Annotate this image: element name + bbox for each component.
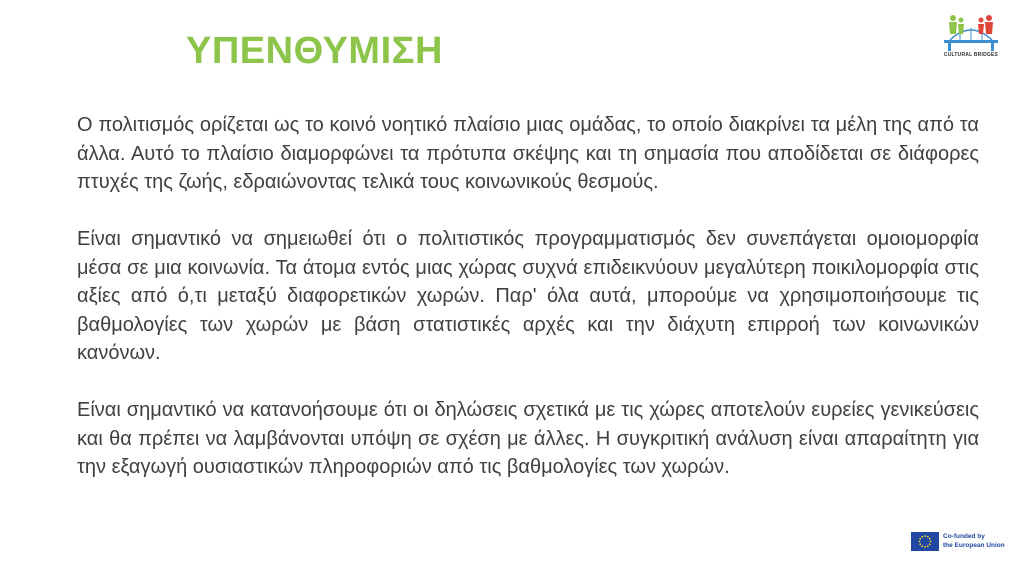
paragraph-3: Είναι σημαντικό να κατανοήσουμε ότι οι δηλώσεις σχετικά με τις χώρες αποτελούν ευρείες γενικεύσεις και θα πρέπει να λαμβάνονται υπόψη σε σχέση με άλλες. Η συγκριτική ανάλυση είναι απαραίτητη για την εξαγωγή ουσιαστικών πληροφοριών από τις βαθμολογίες των χωρών. <box>77 399 979 478</box>
eu-funding-text <box>943 533 1005 550</box>
bridge-people-icon <box>940 12 1002 52</box>
slide-title: ΥΠΕΝΘΥΜΙΣΗ <box>186 30 443 72</box>
eu-funding-line-1: Co-funded by <box>943 533 985 540</box>
cultural-bridges-logo <box>940 12 1002 64</box>
eu-funding-badge <box>911 532 1021 554</box>
eu-flag-icon <box>911 532 939 551</box>
logo-name: CULTURAL BRIDGES <box>943 52 999 58</box>
paragraph-1: Ο πολιτισμός ορίζεται ως το κοινό νοητικό πλαίσιο μιας ομάδας, το οποίο διακρίνει τα μέλη της από τα άλλα. Αυτό το πλαίσιο διαμορφώνει τα πρότυπα σκέψης και τη σημασία που αποδίδεται σε διάφορες πτυχές της ζωής, εδραιώνοντας τελικά τους κοινωνικούς θεσμούς. <box>77 114 979 193</box>
paragraph-2: Είναι σημαντικό να σημειωθεί ότι ο πολιτιστικός προγραμματισμός δεν συνεπάγεται ομοιομορφία μέσα σε μια κοινωνία. Τα άτομα εντός μιας χώρας συχνά επιδεικνύουν μεγαλύτερη ποικιλομορφία στις αξίες από ό,τι μεταξύ διαφορετικών χωρών. Παρ' όλα αυτά, μπορούμε να χρησιμοποιήσουμε τις βαθμολογίες των χωρών με βάση στατιστικές αρχές και την διάχυτη επιρροή των κοινωνικών κανόνων. <box>77 228 979 364</box>
body-text <box>77 111 979 510</box>
eu-funding-line-2: the European Union <box>943 541 1005 549</box>
